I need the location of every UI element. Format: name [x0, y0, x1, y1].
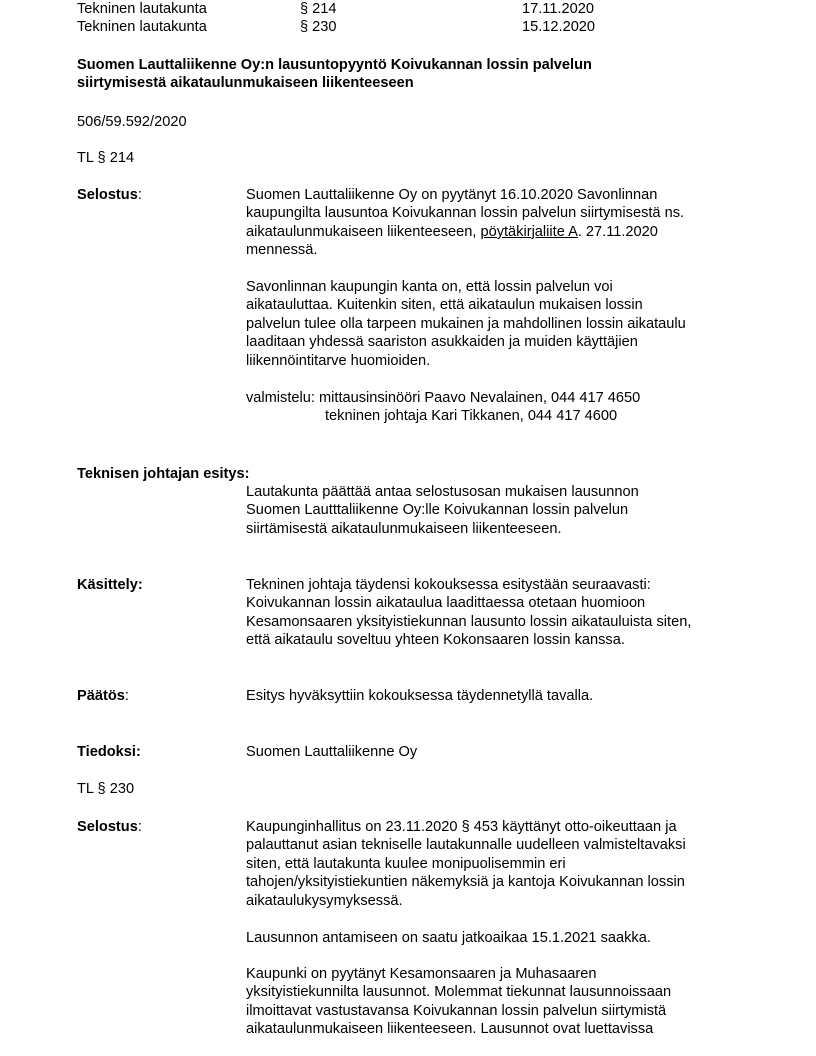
text-line: siten, että lautakunta kuulee monipuolisemmin eri: [246, 855, 566, 872]
text-line: yksityistiekunnilta lausunnot. Molemmat tiekunnat lausunnoissaan: [246, 984, 672, 1001]
attachment-link[interactable]: pöytäkirjaliite A: [480, 223, 578, 240]
selostus-label: Selostus:: [77, 187, 142, 203]
section-marker-230: TL § 230: [77, 781, 135, 797]
paatos-label: Päätös:: [77, 688, 129, 704]
text-line: kaupungilta lausuntoa Koivukannan lossin palvelun siirtymisestä ns.: [246, 205, 685, 222]
selostus2-paragraph-2: Lausunnon antamiseen on saatu jatkoaikaa 15.1.2021 saakka.: [246, 930, 651, 946]
section-marker-214: TL § 214: [77, 150, 135, 166]
header-date: 15.12.2020: [522, 19, 596, 35]
text-line: Kaupunki on pyytänyt Kesamonsaaren ja Muhasaaren: [246, 966, 597, 982]
text-line: Kaupunginhallitus on 23.11.2020 § 453 käyttänyt otto-oikeuttaan ja: [246, 819, 677, 835]
tiedoksi-label: Tiedoksi:: [77, 744, 141, 760]
title-line: siirtymisestä aikataulunmukaiseen liikenteeseen: [77, 75, 414, 92]
header-section: § 214: [300, 1, 337, 17]
selostus-paragraph-2: [246, 278, 746, 370]
valmistelu-block: [246, 389, 746, 426]
kasittely-label: Käsittely:: [77, 577, 143, 593]
reference-number: 506/59.592/2020: [77, 114, 187, 130]
tiedoksi-text: Suomen Lauttaliikenne Oy: [246, 744, 418, 760]
esitys-label: Teknisen johtajan esitys:: [77, 466, 250, 482]
text-line: siirtämisestä aikataulunmukaiseen liikenteeseen.: [246, 520, 562, 537]
text-line: tahojen/yksityistiekuntien näkemyksiä ja kantoja Koivukannan lossin: [246, 874, 685, 891]
title-line: Suomen Lauttaliikenne Oy:n lausuntopyyntö Koivukannan lossin palvelun: [77, 57, 592, 73]
selostus2-paragraph-3: [246, 965, 746, 1039]
selostus2-paragraph-1: [246, 818, 746, 910]
text-line: liikennöintitarve huomioiden.: [246, 352, 431, 369]
text-line: Tekninen johtaja täydensi kokouksessa esitystään seuraavasti:: [246, 577, 651, 593]
text-line: palauttanut asian tekniselle lautakunnalle uudelleen valmisteltavaksi: [246, 837, 686, 854]
text-line: tekninen johtaja Kari Tikkanen, 044 417 4600: [325, 408, 618, 425]
text-line: Savonlinnan kaupungin kanta on, että lossin palvelun voi: [246, 279, 613, 295]
text-line: mennessä.: [246, 242, 318, 259]
document-title: [77, 56, 757, 93]
header-row: [77, 18, 757, 36]
kasittely-text: [246, 576, 756, 650]
text-line: Koivukannan lossin aikataulua laadittaessa otetaan huomioon: [246, 595, 646, 612]
text-line: aikataulunmukaiseen liikenteeseen, pöytäkirjaliite A. 27.11.2020: [246, 223, 658, 240]
text-line: aikataulunmukaiseen liikenteeseen. Lausunnot ovat luettavissa: [246, 1021, 654, 1038]
esitys-text: [246, 483, 746, 538]
text-line: Kesamonsaaren yksityistiekunnan lausunto lossin aikatauluista siten,: [246, 613, 692, 630]
text-line: Suomen Lautttaliikenne Oy:lle Koivukannan lossin palvelun: [246, 502, 629, 519]
header-body: Tekninen lautakunta: [77, 1, 207, 17]
selostus-text: [246, 186, 746, 260]
text-line: että aikataulu soveltuu yhteen Kokonsaaren lossin kanssa.: [246, 632, 625, 649]
header-section: § 230: [300, 19, 337, 35]
paatos-text: Esitys hyväksyttiin kokouksessa täydennetyllä tavalla.: [246, 688, 594, 704]
text-line: valmistelu: mittausinsinööri Paavo Nevalainen, 044 417 4650: [246, 390, 641, 406]
selostus-label: Selostus:: [77, 819, 142, 835]
text-line: ilmoittavat vastustavansa Koivukannan lossin palvelun siirtymistä: [246, 1002, 667, 1019]
text-line: aikataulukysymyksessä.: [246, 892, 403, 909]
header-body: Tekninen lautakunta: [77, 19, 207, 35]
header-row: [77, 0, 757, 18]
text-line: laaditaan yhdessä saariston asukkaiden ja muiden käyttäjien: [246, 334, 638, 351]
text-line: Lautakunta päättää antaa selostusosan mukaisen lausunnon: [246, 484, 639, 500]
text-line: aikatauluttaa. Kuitenkin siten, että aikataulun mukaisen lossin: [246, 297, 643, 314]
header-date: 17.11.2020: [522, 1, 594, 17]
text-line: Suomen Lauttaliikenne Oy on pyytänyt 16.10.2020 Savonlinnan: [246, 187, 658, 203]
text-line: palvelun tulee olla tarpeen mukainen ja mahdollinen lossin aikataulu: [246, 315, 686, 332]
